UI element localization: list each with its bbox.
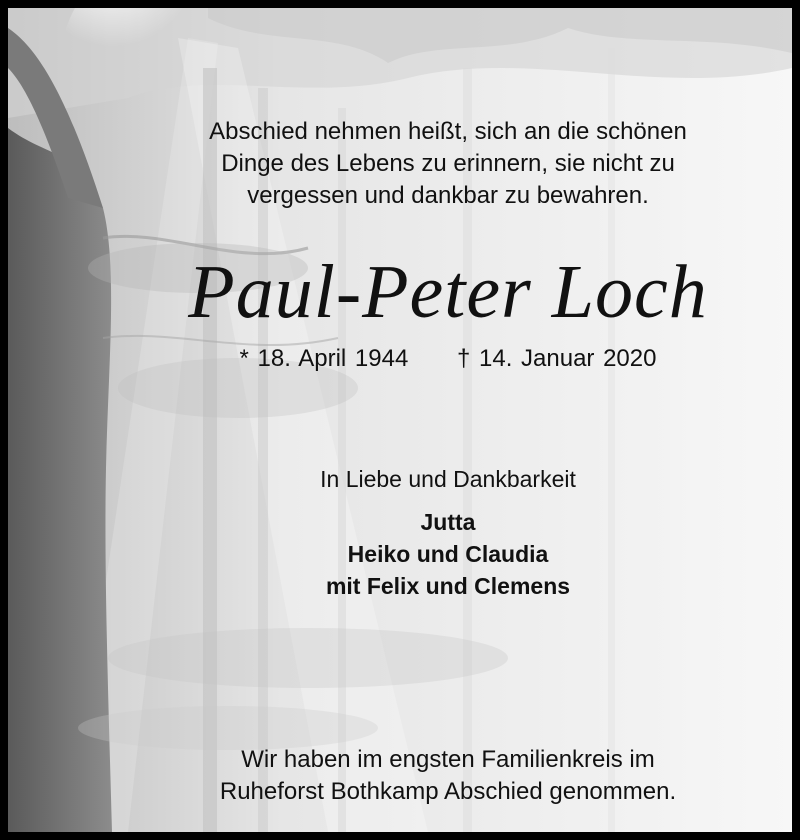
- deceased-name: Paul-Peter Loch: [188, 250, 708, 334]
- death-date: † 14. Januar 2020: [456, 345, 657, 372]
- quote-line: vergessen und dankbar zu bewahren.: [247, 182, 649, 209]
- quote-line: Dinge des Lebens zu erinnern, sie nicht zu: [221, 150, 675, 177]
- obituary-card: [8, 8, 792, 832]
- life-dates: [138, 344, 758, 374]
- closing-note: [138, 744, 758, 808]
- closing-line: Wir haben im engsten Familienkreis im: [241, 746, 655, 773]
- family-line: Jutta: [420, 509, 476, 535]
- family-line: mit Felix und Clemens: [325, 573, 571, 599]
- quote-line: Abschied nehmen heißt, sich an die schönen: [209, 118, 687, 145]
- family-line: Heiko und Claudia: [347, 541, 549, 567]
- family-names: [138, 506, 758, 602]
- thanks-line: In Liebe und Dankbarkeit: [320, 466, 576, 492]
- closing-line: Ruheforst Bothkamp Abschied genommen.: [219, 778, 677, 805]
- birth-date: * 18. April 1944: [239, 345, 409, 372]
- quote-block: [138, 116, 758, 212]
